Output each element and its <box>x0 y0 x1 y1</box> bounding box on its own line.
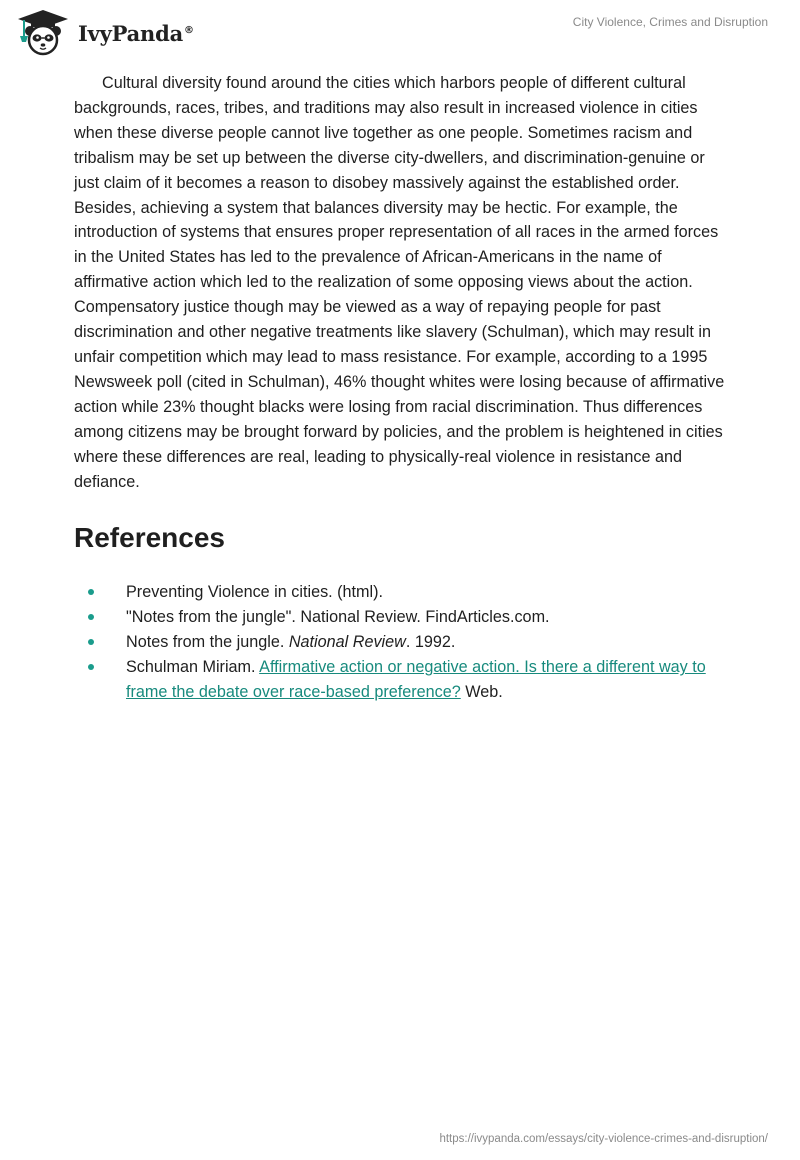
reference-medium: Web. <box>460 683 503 702</box>
references-heading: References <box>74 522 225 554</box>
page-header <box>0 0 800 60</box>
essay-content <box>74 71 734 705</box>
footer-url[interactable]: https://ivypanda.com/essays/city-violence-crimes-and-disruption/ <box>439 1133 768 1145</box>
document-title: City Violence, Crimes and Disruption <box>572 15 768 29</box>
reference-item <box>74 580 734 605</box>
body-paragraph: Cultural diversity found around the cities which harbors people of different cultural backgrounds, races, tribes, and traditions may also result in increased violence in cities when these diverse people cannot live together as one people. Sometimes racism and tribalism may be set up between the diverse city-dwellers, and discrimination-genuine or just claim of it becomes a reason to disobey massively against the established order. Besides, achieving a system that balances diversity may be hectic. For example, the introduction of systems that ensures proper representation of all races in the armed forces in the United States has led to the prevalence of African-Americans in the name of affirmative action which led to the realization of some opposing views about the action. Compensatory justice though may be viewed as a way of repaying people for past discrimination and other negative treatments like slavery (Schulman), which may result in unfair competition which may lead to mass resistance. For example, according to a 1995 Newsweek poll (cited in Schulman), 46% thought whites were losing because of affirmative action while 23% thought blacks were losing from racial discrimination. Thus differences among citizens may be brought forward by policies, and the problem is heightened in cities where these differences are real, leading to physically-real violence in resistance and defiance. <box>74 74 725 491</box>
bullet-icon <box>88 664 94 670</box>
panda-graduate-icon <box>14 8 72 56</box>
bullet-icon <box>88 589 94 595</box>
ivypanda-logo[interactable] <box>14 8 194 56</box>
reference-text: Preventing Violence in cities. (html). <box>126 583 384 602</box>
brand-name: IvyPanda® <box>78 20 194 46</box>
bullet-icon <box>88 639 94 645</box>
reference-text: Notes from the jungle. <box>126 633 289 652</box>
reference-item <box>74 605 734 630</box>
reference-journal: National Review <box>288 633 406 652</box>
reference-item <box>74 655 734 705</box>
reference-item <box>74 630 734 655</box>
reference-author: Schulman Miriam. <box>126 658 260 677</box>
bullet-icon <box>88 614 94 620</box>
reference-year: . 1992. <box>405 633 456 652</box>
reference-text: "Notes from the jungle". National Review. FindArticles.com. <box>126 608 550 627</box>
reference-link[interactable]: Affirmative action or negative action. Is there a different way to frame the debate over race-based preference? <box>126 658 706 702</box>
references-list <box>74 580 734 705</box>
registered-mark: ® <box>184 24 194 36</box>
